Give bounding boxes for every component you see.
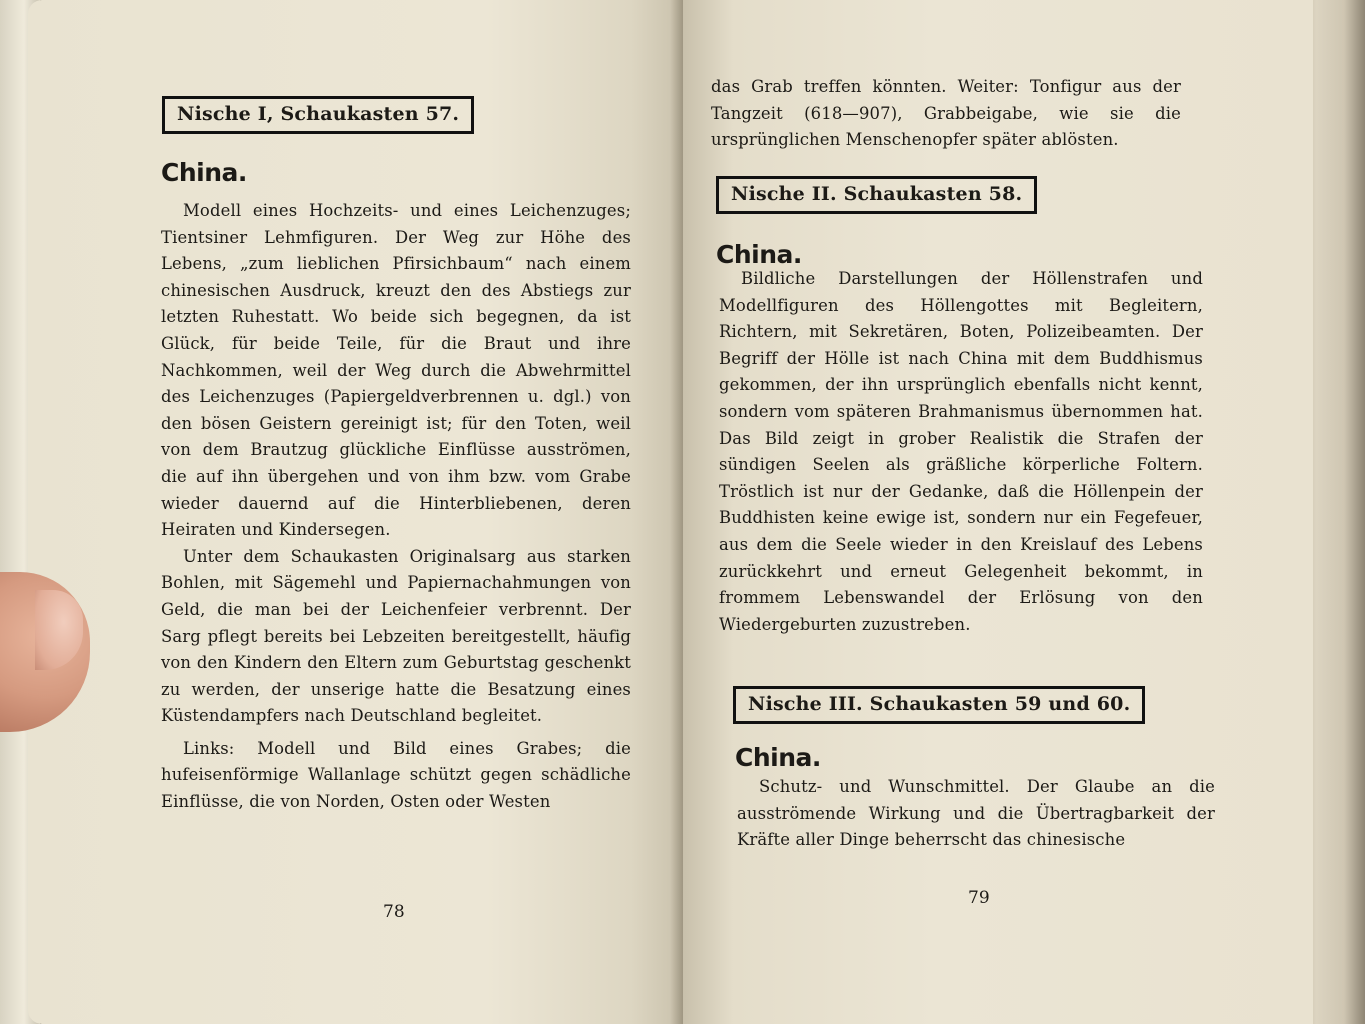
page-number-right: 79 <box>968 888 990 908</box>
paragraph: das Grab treffen könnten. Weiter: Tonfigur aus der Tangzeit (618—907), Grabbeigabe, wie sie die ursprünglichen Menschenopfer später ablösten. <box>711 77 1181 150</box>
section-title-china-2: China. <box>716 240 802 269</box>
right-page <box>683 0 1313 1024</box>
right-page-top-text <box>711 74 1181 154</box>
section-title-china-3: China. <box>735 743 821 772</box>
section-title-china-1: China. <box>161 158 247 187</box>
paragraph: Links: Modell und Bild eines Grabes; die hufeisenförmige Wallanlage schützt gegen schädliche Einflüsse, die von Norden, Osten oder Westen <box>161 738 631 812</box>
paragraph: Unter dem Schaukasten Originalsarg aus starken Bohlen, mit Sägemehl und Papiernachahmungen von Geld, die man bei der Leichenfeier verbrennt. Der Sarg pflegt bereits bei Lebzeiten bereitgestellt, häufig von den Kindern den Eltern zum Geburtstag geschenkt zu werden, der unserige hatte die Besatzung eines Küstendampfers nach Deutschland begleitet. <box>161 546 631 726</box>
left-page <box>28 0 683 1024</box>
page-number-left: 78 <box>383 902 405 922</box>
paragraph: Modell eines Hochzeits- und eines Leichenzuges; Tientsiner Lehmfiguren. Der Weg zur Höhe des Lebens, „zum lieblichen Pfirsichbaum“ nach einem chinesischen Ausdruck, kreuzt den des Abstiegs zur letzten Ruhestatt. Wo beide sich begegnen, da ist Glück, für beide Teile, für die Braut und ihre Nachkommen, weil der Weg durch die Abwehrmittel des Leichenzuges (Papiergeldverbrennen u. dgl.) von den bösen Geistern gereinigt ist; für den Toten, weil von dem Brautzug glückliche Einflüsse ausströmen, die auf ihn übergehen und von ihm bzw. vom Grabe wieder dauernd auf die Hinterbliebenen, deren Heiraten und Kindersegen. <box>161 201 631 540</box>
left-page-body <box>161 198 631 816</box>
right-page-body-2 <box>719 266 1203 638</box>
paragraph: Schutz- und Wunschmittel. Der Glaube an die ausströmende Wirkung und die Übertragbarkeit der Kräfte aller Dinge beherrscht das chinesische <box>737 777 1215 850</box>
niche-heading-2: Nische II. Schaukasten 58. <box>716 176 1037 214</box>
right-page-body-3 <box>737 774 1215 854</box>
niche-heading-1: Nische I, Schaukasten 57. <box>162 96 474 134</box>
niche-heading-3: Nische III. Schaukasten 59 und 60. <box>733 686 1145 724</box>
paragraph: Bildliche Darstellungen der Höllenstrafen und Modellfiguren des Höllengottes mit Begleitern, Richtern, mit Sekretären, Boten, Polizeibeamten. Der Begriff der Hölle ist nach China mit dem Buddhismus gekommen, der ihn ursprünglich ebenfalls nicht kennt, sondern vom späteren Brahmanismus übernommen hat. Das Bild zeigt in grober Realistik die Strafen der sündigen Seelen als gräßliche körperliche Foltern. Tröstlich ist nur der Gedanke, daß die Höllenpein der Buddhisten keine ewige ist, sondern nur ein Fegefeuer, aus dem die Seele wieder in den Kreislauf des Lebens zurückkehrt und erneut Gelegenheit bekommt, in frommem Lebenswandel der Erlösung von den Wiedergeburten zuzustreben. <box>719 269 1203 634</box>
